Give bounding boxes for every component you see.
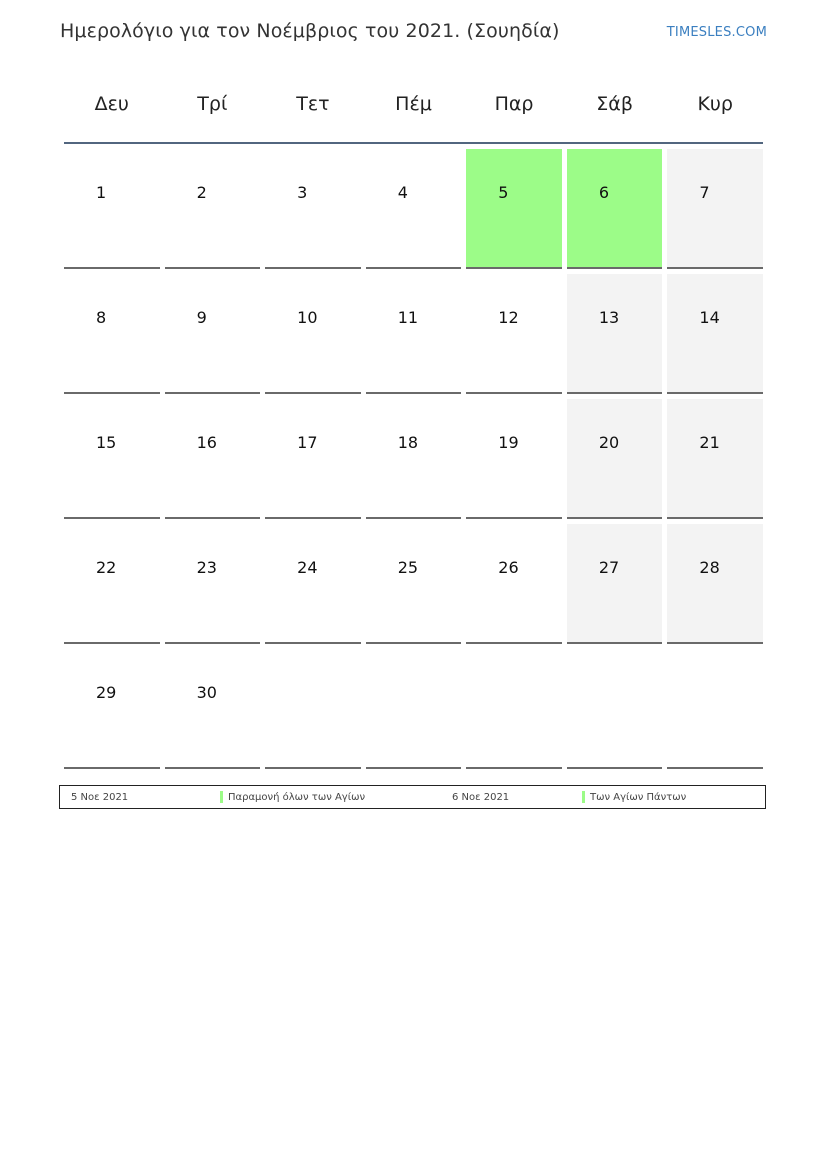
legend-date-text: 5 Νοε 2021 — [71, 791, 129, 803]
page-title: Ημερολόγιο για τον Νοέμβριος του 2021. (Σουηδία) — [60, 20, 560, 42]
day-number: 2 — [196, 183, 207, 202]
day-number: 20 — [598, 433, 620, 452]
day-cell[interactable] — [366, 399, 462, 519]
day-cell[interactable] — [667, 149, 763, 269]
day-cell[interactable] — [64, 649, 160, 769]
legend-label: Των Αγίων Πάντων — [582, 791, 686, 803]
day-grid — [64, 149, 763, 769]
day-cell[interactable] — [265, 149, 361, 269]
day-number: 21 — [699, 433, 720, 452]
day-number: 17 — [297, 433, 318, 452]
legend-date — [452, 786, 509, 808]
empty-day-cell — [567, 649, 663, 769]
weekday-label: Κυρ — [697, 93, 733, 115]
day-cell[interactable] — [265, 399, 361, 519]
day-cell[interactable] — [466, 399, 562, 519]
day-cell[interactable] — [567, 274, 663, 394]
empty-day-cell — [366, 649, 462, 769]
day-cell[interactable] — [165, 649, 261, 769]
day-cell[interactable] — [64, 399, 160, 519]
day-number: 13 — [598, 308, 620, 327]
weekday-label: Δευ — [94, 93, 129, 115]
day-cell[interactable] — [466, 524, 562, 644]
day-number: 14 — [699, 308, 720, 327]
day-number: 25 — [397, 558, 419, 577]
legend-entry — [220, 786, 365, 808]
day-number: 8 — [96, 308, 107, 327]
day-number: 12 — [498, 308, 519, 327]
day-number: 26 — [498, 558, 519, 577]
empty-day-cell — [466, 649, 562, 769]
day-number: 6 — [598, 183, 610, 202]
day-cell[interactable] — [165, 149, 261, 269]
day-number: 29 — [96, 683, 117, 702]
day-cell[interactable] — [567, 149, 663, 269]
calendar — [64, 66, 763, 769]
day-number: 19 — [498, 433, 519, 452]
day-cell[interactable] — [165, 399, 261, 519]
day-number: 1 — [96, 183, 107, 202]
weekday-label: Πέμ — [395, 93, 432, 115]
day-cell[interactable] — [366, 524, 462, 644]
empty-day-cell — [667, 649, 763, 769]
day-cell[interactable] — [667, 399, 763, 519]
day-cell[interactable] — [466, 149, 562, 269]
day-cell[interactable] — [64, 149, 160, 269]
day-cell[interactable] — [366, 274, 462, 394]
day-number: 3 — [297, 183, 308, 202]
day-number: 4 — [397, 183, 408, 202]
brand-link[interactable]: TIMESLES.COM — [666, 25, 767, 40]
day-cell[interactable] — [165, 274, 261, 394]
legend-label: Παραμονή όλων των Αγίων — [220, 791, 365, 803]
day-number: 11 — [397, 308, 419, 327]
day-number: 9 — [196, 308, 207, 327]
day-cell[interactable] — [265, 274, 361, 394]
weekday-label: Τετ — [296, 93, 330, 115]
day-number: 23 — [196, 558, 217, 577]
day-number: 10 — [297, 308, 318, 327]
weekday-label: Σάβ — [596, 93, 633, 115]
weekday-label: Παρ — [494, 93, 534, 115]
empty-day-cell — [265, 649, 361, 769]
day-number: 7 — [699, 183, 710, 202]
day-number: 22 — [96, 558, 117, 577]
day-cell[interactable] — [667, 274, 763, 394]
day-number: 30 — [196, 683, 217, 702]
day-number: 15 — [96, 433, 117, 452]
day-number: 18 — [397, 433, 419, 452]
legend-entry — [582, 786, 686, 808]
day-cell[interactable] — [165, 524, 261, 644]
day-cell[interactable] — [466, 274, 562, 394]
weekday-header — [64, 66, 763, 144]
day-cell[interactable] — [667, 524, 763, 644]
legend-date-text: 6 Νοε 2021 — [452, 791, 510, 803]
legend-date — [71, 786, 128, 808]
day-cell[interactable] — [567, 399, 663, 519]
weekday-label: Τρί — [197, 93, 228, 115]
day-cell[interactable] — [64, 274, 160, 394]
day-number: 5 — [498, 183, 509, 202]
day-number: 16 — [196, 433, 217, 452]
holiday-legend — [59, 785, 766, 809]
day-cell[interactable] — [567, 524, 663, 644]
day-number: 27 — [598, 558, 620, 577]
day-number: 24 — [297, 558, 318, 577]
day-number: 28 — [699, 558, 720, 577]
day-cell[interactable] — [64, 524, 160, 644]
day-cell[interactable] — [366, 149, 462, 269]
day-cell[interactable] — [265, 524, 361, 644]
